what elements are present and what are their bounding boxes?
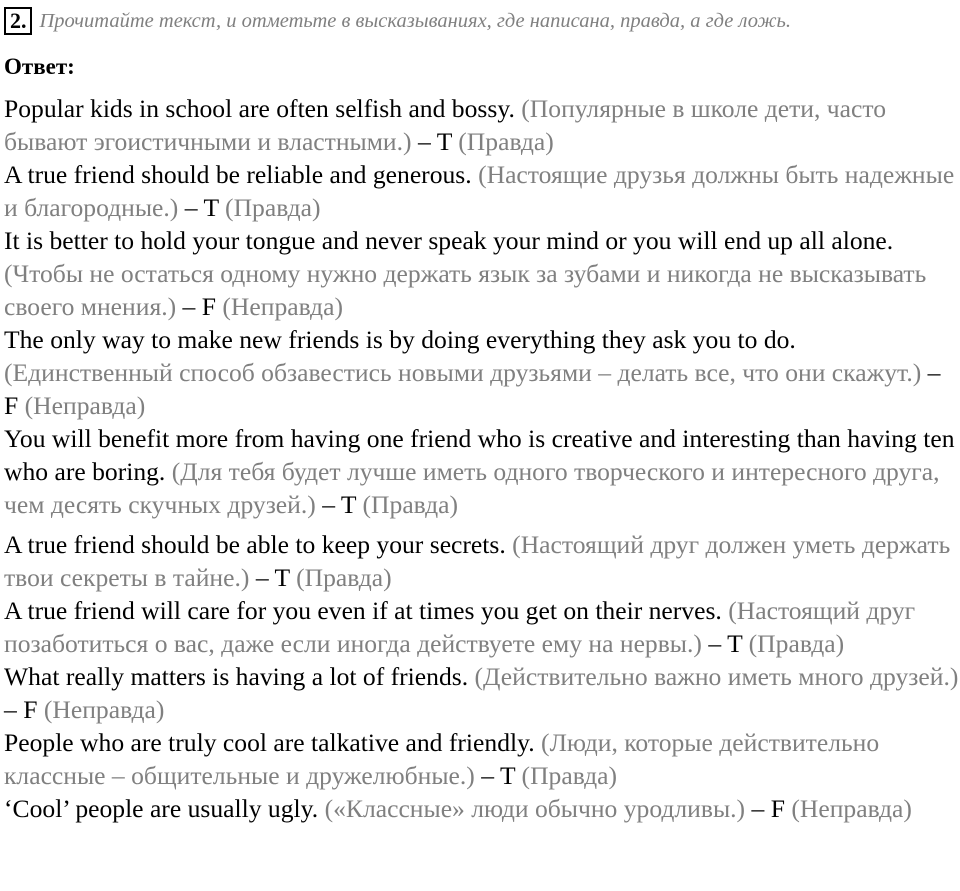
task-number: 2.	[4, 7, 32, 35]
statement-item	[4, 422, 960, 521]
statement-translation: (Для тебя будет лучше иметь одного творческого и интересного друга, чем десять скучных друзей.)	[4, 457, 940, 519]
statement-english: Popular kids in school are often selfish and bossy.	[4, 94, 515, 123]
statement-verdict: – T	[255, 563, 290, 592]
statement-verdict: – T	[481, 761, 516, 790]
statement-list	[4, 92, 960, 825]
statement-english: ‘Cool’ people are usually ugly.	[4, 794, 319, 823]
statement-english: People who are truly cool are talkative and friendly.	[4, 728, 535, 757]
statement-english: The only way to make new friends is by doing everything they ask you to do.	[4, 325, 796, 354]
statement-translation: (Единственный способ обзавестись новыми друзьями – делать все, что они скажут.)	[4, 358, 922, 387]
statement-verdict: – F	[4, 358, 941, 420]
statement-english: You will benefit more from having one friend who is creative and interesting than having ten who are boring.	[4, 424, 955, 486]
statement-item	[4, 158, 960, 224]
statement-item	[4, 660, 960, 726]
statement-verdict: – T	[322, 490, 357, 519]
statement-translation: (Настоящий друг позаботиться о вас, даже если иногда действуете ему на нервы.)	[4, 596, 916, 658]
statement-verdict-translation: (Правда)	[362, 490, 459, 519]
statement-translation: (Настоящий друг должен уметь держать твои секреты в тайне.)	[4, 530, 951, 592]
statement-translation: (Чтобы не остаться одному нужно держать язык за зубами и никогда не высказывать своего мнения.)	[4, 259, 927, 321]
statement-verdict: – F	[751, 794, 785, 823]
statement-item	[4, 528, 960, 594]
statement-translation: (Люди, которые действительно классные – общительные и дружелюбные.)	[4, 728, 880, 790]
answer-label: Ответ:	[4, 54, 75, 79]
statement-verdict: – T	[184, 193, 219, 222]
statement-verdict: – F	[4, 695, 38, 724]
task-instruction: Прочитайте текст, и отметьте в высказываниях, где написана, правда, а где ложь.	[39, 9, 791, 32]
statement-item	[4, 323, 960, 422]
statement-translation: (Популярные в школе дети, часто бывают эгоистичными и властными.)	[4, 94, 887, 156]
statement-verdict-translation: (Неправда)	[791, 794, 912, 823]
statement-verdict-translation: (Правда)	[296, 563, 392, 592]
statement-english: A true friend will care for you even if at times you get on their nerves.	[4, 596, 722, 625]
statement-verdict-translation: (Правда)	[748, 629, 845, 658]
statement-item	[4, 726, 960, 792]
statement-verdict-translation: (Правда)	[458, 127, 554, 156]
statement-translation: (Настоящие друзья должны быть надежные и благородные.)	[4, 160, 955, 222]
statement-english: It is better to hold your tongue and never speak your mind or you will end up all alone.	[4, 226, 894, 255]
statement-item	[4, 224, 960, 323]
statement-verdict-translation: (Неправда)	[222, 292, 343, 321]
statement-verdict: – T	[708, 629, 743, 658]
statement-english: A true friend should be reliable and generous.	[4, 160, 472, 189]
statement-verdict: – F	[182, 292, 216, 321]
statement-verdict-translation: (Правда)	[521, 761, 618, 790]
statement-translation: («Классные» люди обычно уродливы.)	[324, 794, 746, 823]
statement-verdict-translation: (Неправда)	[24, 391, 146, 420]
statement-verdict: – T	[417, 127, 452, 156]
statement-translation: (Действительно важно иметь много друзей.)	[474, 662, 959, 691]
task-header	[4, 6, 791, 36]
statement-english: A true friend should be able to keep your secrets.	[4, 530, 506, 559]
statement-verdict-translation: (Правда)	[225, 193, 321, 222]
statement-verdict-translation: (Неправда)	[43, 695, 165, 724]
statement-item	[4, 792, 960, 825]
statement-english: What really matters is having a lot of friends.	[4, 662, 469, 691]
statement-item	[4, 92, 960, 158]
statement-item	[4, 594, 960, 660]
